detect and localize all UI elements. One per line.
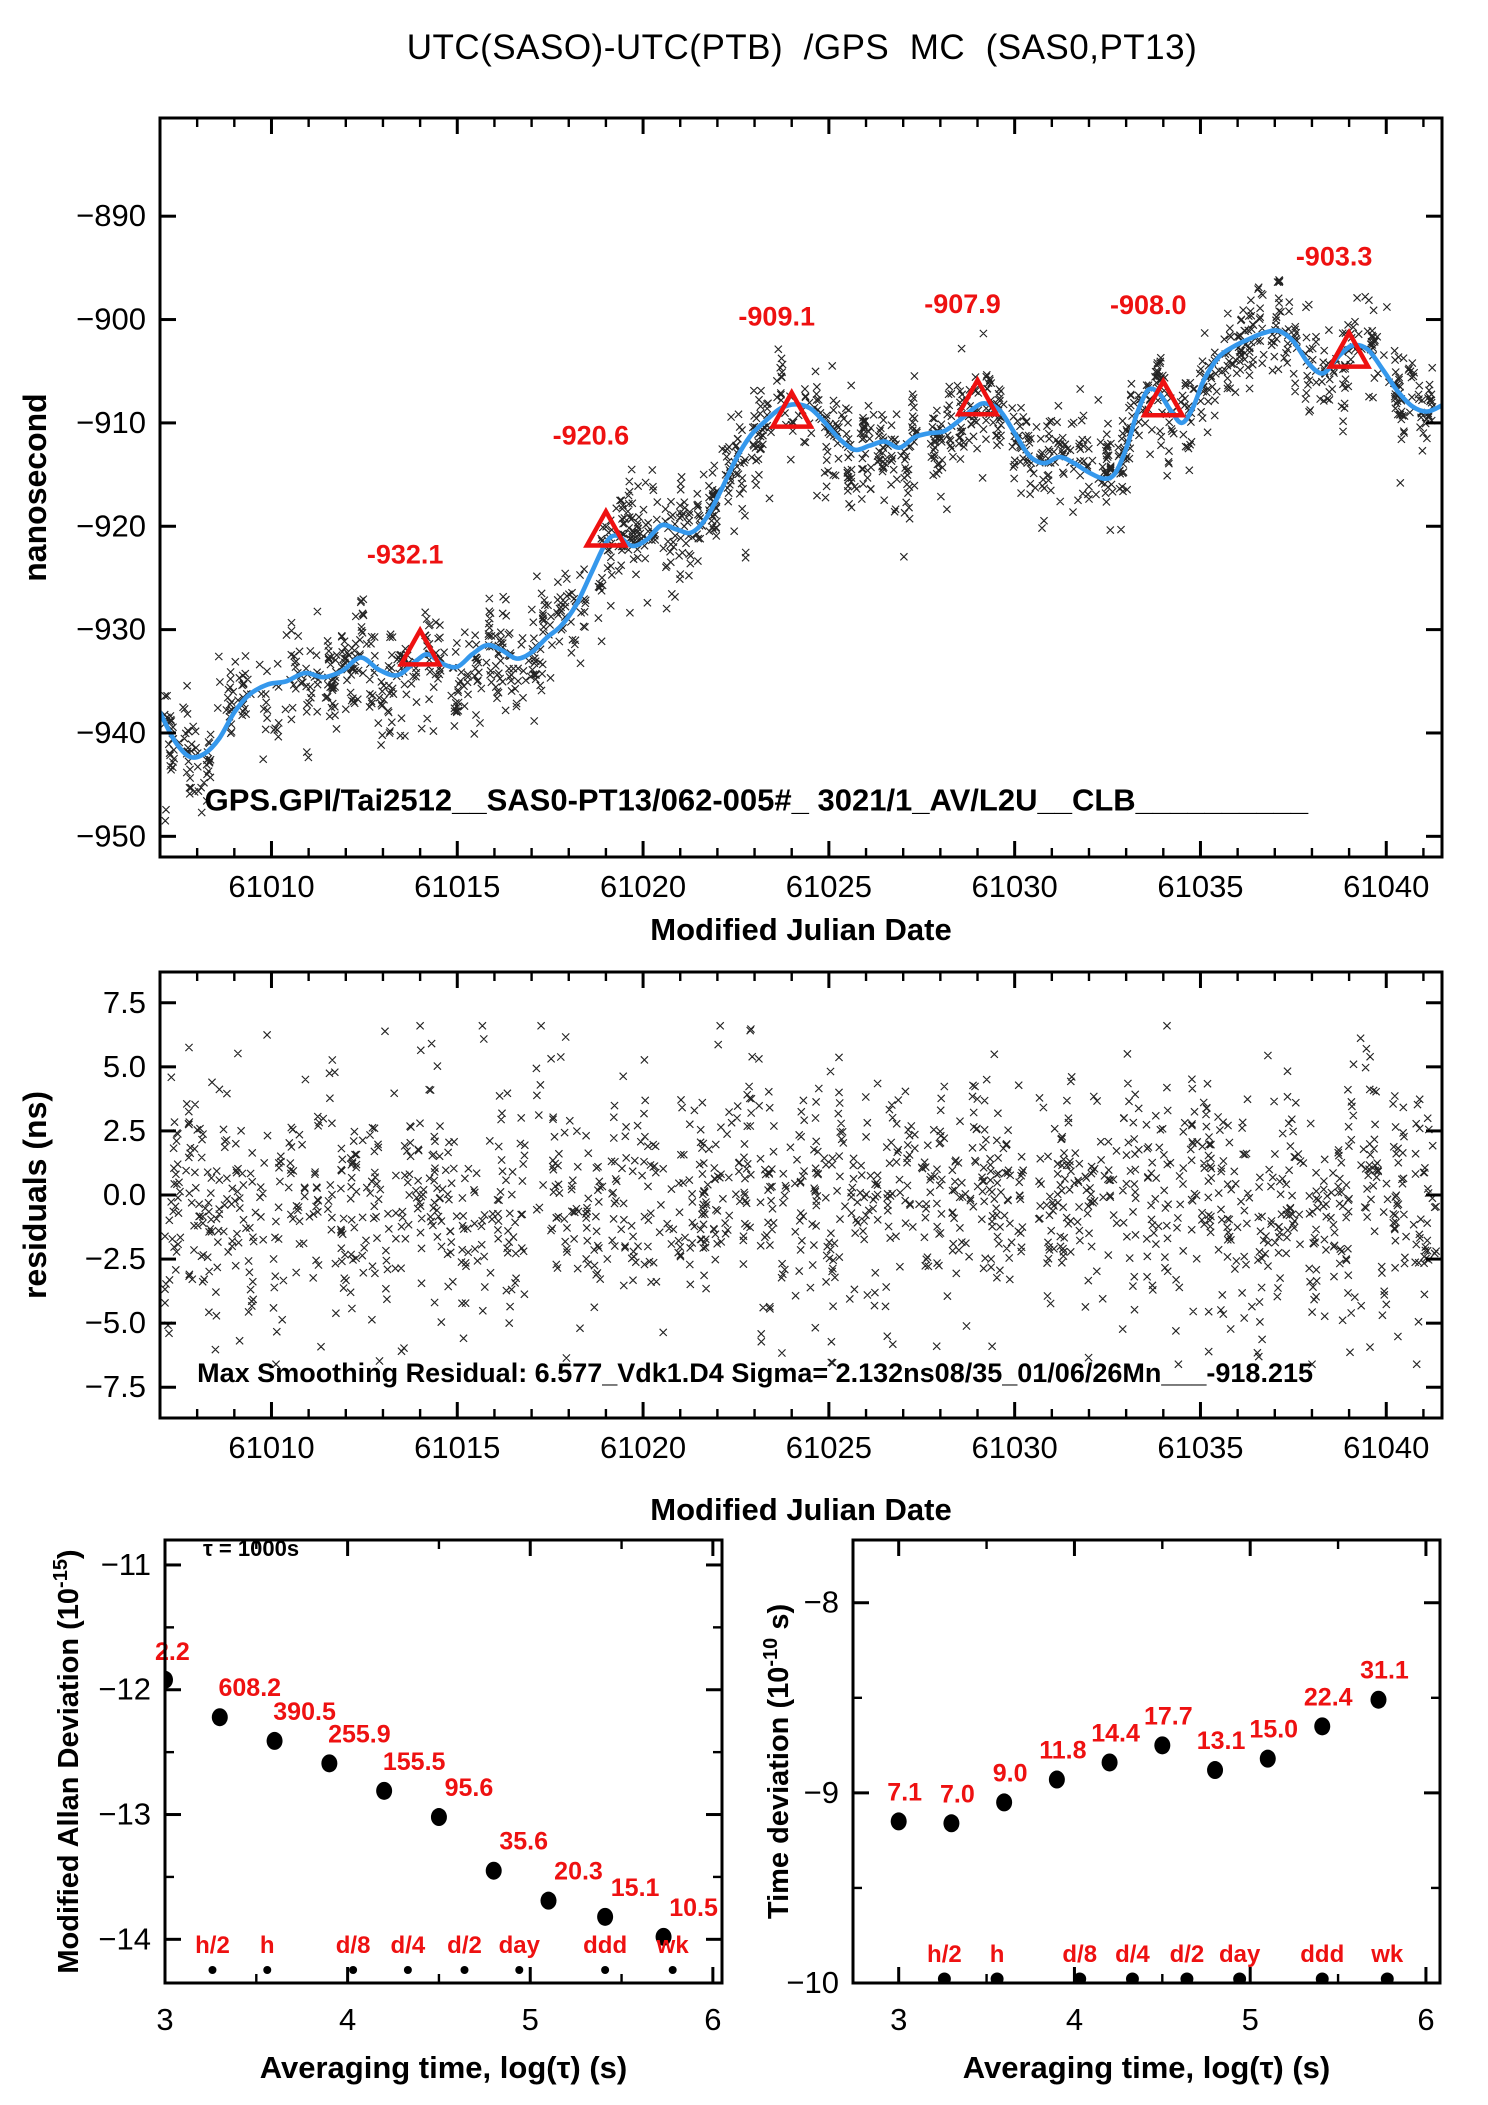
time-marker-dot (515, 1966, 523, 1974)
residuals-stats-annotation: Max Smoothing Residual: 6.577_Vdk1.D4 Sigma= 2.132ns08/35_01/06/26Mn___-918.215 (197, 1358, 1314, 1389)
time-marker-label: day (498, 1932, 540, 1959)
tdev-value-label: 7.1 (887, 1778, 923, 1807)
time-marker-label: h (259, 1932, 275, 1959)
x-tick-label: 61010 (228, 1430, 315, 1465)
tdev-point (1260, 1750, 1276, 1768)
time-marker-label: day (1218, 1941, 1261, 1968)
mdev-point (376, 1782, 392, 1800)
marker-value-label: -920.6 (552, 420, 630, 451)
x-tick-label: 3 (156, 2002, 174, 2037)
axis-box (160, 118, 1442, 857)
time-marker-dot (208, 1966, 216, 1974)
mdev-value-label: 2.2 (155, 1637, 190, 1666)
x-tick-label: 5 (1241, 2002, 1259, 2037)
time-marker-label: wk (1371, 1941, 1404, 1968)
tdev-point (1314, 1717, 1330, 1735)
tdev-value-label: 31.1 (1360, 1656, 1409, 1685)
x-tick-label: 5 (521, 2002, 539, 2037)
axis-title-x: Modified Julian Date (650, 1492, 952, 1527)
mdev-labels (155, 1638, 718, 1959)
x-tick-label: 6 (1417, 2002, 1435, 2037)
residuals-data-layer (161, 1022, 1439, 1368)
axis-title-x: Modified Julian Date (650, 912, 952, 947)
y-tick-label: −920 (76, 508, 146, 544)
x-tick-label: 61030 (971, 869, 1058, 904)
figure-title: UTC(SASO)-UTC(PTB) /GPS MC (SAS0,PT13) (406, 28, 1198, 67)
y-tick-label: 0.0 (102, 1177, 146, 1212)
y-tick-label: −930 (76, 611, 146, 647)
time-marker-label: d/4 (390, 1932, 426, 1959)
y-tick-label: −9 (803, 1774, 839, 1810)
axis-title-y: Time deviation ($10^{-10}$ s) (760, 1603, 795, 1920)
y-tick-label: −14 (98, 1921, 151, 1957)
tdev-value-label: 7.0 (940, 1780, 975, 1809)
x-tick-label: 61025 (785, 1430, 872, 1465)
y-tick-label: −890 (76, 198, 146, 234)
x-tick-label: 3 (890, 2002, 908, 2037)
y-tick-label: −12 (98, 1671, 151, 1707)
phase-annotation: GPS.GPI/Tai2512__SAS0-PT13/062-005#_ 3021/1_AV/L2U__CLB__________ (204, 782, 1309, 818)
tdev-point (996, 1793, 1012, 1811)
phase-scatter-points (161, 276, 1436, 824)
mdev-point (267, 1732, 283, 1750)
tdev-value-label: 11.8 (1039, 1736, 1087, 1765)
x-tick-label: 61040 (1343, 869, 1430, 904)
tau-annotation: τ = 1000s (203, 1536, 300, 1562)
tdev-axes (760, 1540, 1440, 2085)
time-marker-label: d/2 (1169, 1941, 1205, 1968)
y-tick-label: −8 (803, 1584, 839, 1620)
x-tick-label: 61040 (1343, 1430, 1430, 1465)
tdev-point (1370, 1691, 1386, 1709)
axis-title-y: Modified Allan Deviation $(10^{-15})$ (50, 1549, 85, 1974)
axis-title-x: Averaging time, log(τ) (s) (259, 2050, 628, 2085)
marker-value-label: -907.9 (924, 289, 1001, 320)
mdev-point (321, 1754, 337, 1772)
mdev-axes (50, 1540, 722, 2085)
residuals-scatter-points (161, 1022, 1439, 1368)
y-tick-label: −7.5 (84, 1369, 146, 1405)
mdev-value-label: 35.6 (499, 1827, 549, 1856)
tdev-labels (887, 1657, 1409, 1968)
x-tick-label: 4 (1065, 2002, 1084, 2037)
mdev-value-label: 20.3 (554, 1857, 603, 1886)
y-tick-label: −950 (76, 818, 146, 854)
y-tick-label: 2.5 (102, 1112, 146, 1148)
marker-value-label: -909.1 (738, 301, 815, 332)
mdev-point (486, 1862, 502, 1880)
tdev-value-label: 15.0 (1249, 1715, 1299, 1744)
axis-title-x: Averaging time, log(τ) (s) (962, 2050, 1331, 2085)
mdev-point (541, 1892, 557, 1910)
phase-data-layer (160, 276, 1442, 824)
y-tick-label: −900 (76, 301, 146, 337)
marker-value-label: -932.1 (366, 539, 444, 570)
x-tick-label: 61015 (414, 1430, 501, 1465)
time-marker-label: h/2 (195, 1932, 230, 1959)
y-tick-label: 5.0 (102, 1048, 146, 1084)
mdev-value-label: 15.1 (610, 1873, 660, 1902)
phase-axes (17, 118, 1442, 947)
y-tick-label: −940 (76, 714, 146, 750)
x-tick-label: 4 (338, 2002, 357, 2037)
mdev-value-label: 10.5 (669, 1893, 718, 1922)
time-marker-label: d/8 (1062, 1941, 1098, 1968)
mdev-value-label: 608.2 (218, 1674, 282, 1703)
tdev-point (1207, 1761, 1223, 1779)
mdev-value-label: 390.5 (273, 1697, 336, 1726)
phase-calibration-markers (367, 242, 1373, 665)
y-tick-label: −11 (100, 1546, 151, 1582)
time-marker-label: wk (656, 1932, 689, 1959)
x-tick-label: 61015 (414, 869, 501, 904)
mdev-point (212, 1708, 228, 1726)
time-marker-label: d/8 (335, 1932, 371, 1959)
y-tick-label: −10 (786, 1965, 839, 2000)
tdev-value-label: 22.4 (1303, 1683, 1353, 1712)
x-tick-label: 61035 (1157, 1430, 1244, 1465)
y-tick-label: 7.5 (102, 984, 146, 1020)
mdev-point (431, 1808, 447, 1826)
time-marker-label: h/2 (927, 1941, 962, 1968)
tdev-point (891, 1812, 907, 1830)
y-tick-label: −5.0 (84, 1305, 146, 1341)
axis-box (853, 1540, 1440, 1983)
tdev-point (1102, 1753, 1118, 1771)
x-tick-label: 61025 (785, 869, 872, 904)
axis-title-y: nanosecond (17, 393, 53, 582)
mdev-value-label: 155.5 (382, 1747, 446, 1776)
time-marker-dot (404, 1966, 412, 1974)
time-marker-label: ddd (583, 1932, 628, 1959)
time-marker-dot (461, 1966, 469, 1974)
x-tick-label: 61020 (599, 869, 687, 904)
mdev-value-label: 255.9 (328, 1720, 391, 1749)
tdev-point (943, 1814, 959, 1832)
marker-value-label: -903.3 (1295, 241, 1373, 272)
time-marker-dot (263, 1966, 271, 1974)
time-marker-label: h (989, 1941, 1005, 1968)
mdev-data-layer (157, 1671, 677, 1974)
mdev-value-label: 95.6 (444, 1774, 494, 1803)
axis-title-y: residuals (ns) (17, 1090, 53, 1300)
time-marker-label: ddd (1300, 1941, 1345, 1968)
tdev-point (1154, 1736, 1170, 1754)
x-tick-label: 61035 (1157, 869, 1244, 904)
x-tick-label: 61020 (599, 1430, 687, 1465)
y-tick-label: −13 (98, 1796, 151, 1832)
tdev-value-label: 9.0 (992, 1759, 1028, 1788)
time-marker-dot (669, 1966, 677, 1974)
x-tick-label: 61030 (971, 1430, 1058, 1465)
marker-value-label: -908.0 (1110, 290, 1187, 321)
tdev-value-label: 17.7 (1143, 1702, 1193, 1731)
time-marker-label: d/4 (1115, 1941, 1150, 1968)
tdev-value-label: 14.4 (1091, 1719, 1140, 1748)
x-tick-label: 61010 (228, 869, 315, 904)
time-marker-dot (601, 1966, 609, 1974)
time-marker-dot (349, 1966, 357, 1974)
time-marker-label: d/2 (447, 1932, 482, 1959)
x-tick-label: 6 (704, 2002, 722, 2037)
tdev-value-label: 13.1 (1196, 1727, 1246, 1756)
tdev-point (1049, 1771, 1065, 1789)
y-tick-label: −2.5 (84, 1241, 146, 1277)
y-tick-label: −910 (76, 404, 146, 440)
mdev-point (597, 1908, 613, 1926)
